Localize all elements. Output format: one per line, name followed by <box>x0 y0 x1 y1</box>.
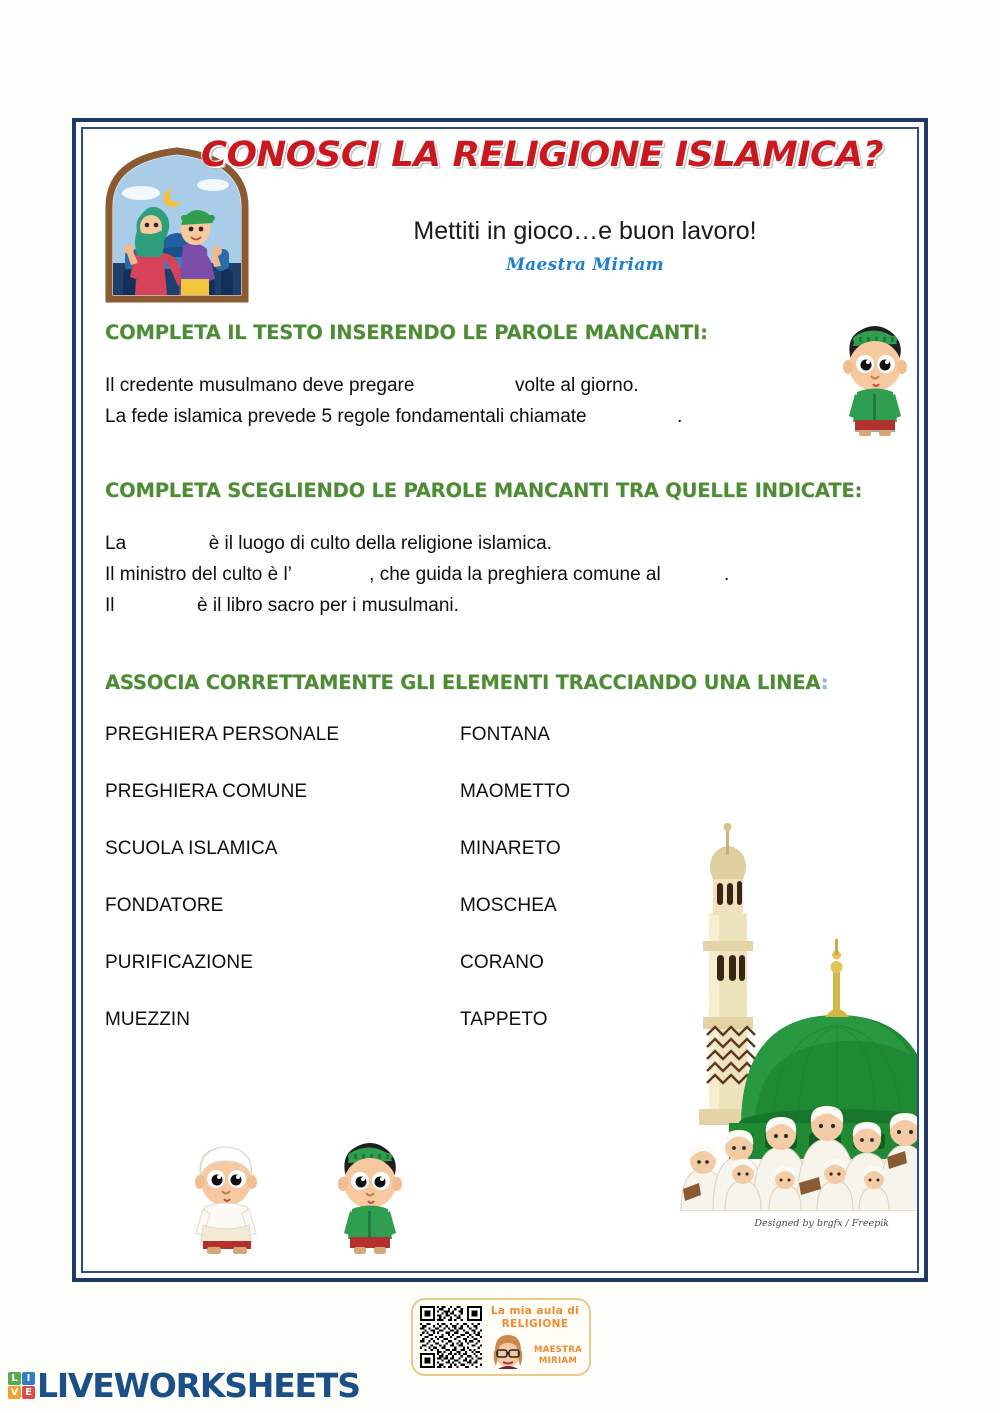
section-complete-text <box>83 319 917 433</box>
avatar <box>490 1331 526 1369</box>
live-tile-i: I <box>22 1372 35 1385</box>
sentence-4 <box>105 560 895 591</box>
page-title: CONOSCI LA RELIGIONE ISLAMICA? <box>200 135 884 175</box>
qr-code-icon[interactable] <box>420 1306 482 1368</box>
live-tile-l: L <box>8 1372 21 1385</box>
qr-card-text <box>488 1305 582 1369</box>
match-left-item[interactable]: SCUOLA ISLAMICA <box>105 837 278 859</box>
section-choose-words <box>83 477 917 622</box>
sentence-4-after: , che guida la preghiera comune al . <box>363 563 730 585</box>
sentence-3-after: è il luogo di culto della religione islamica. <box>203 533 552 555</box>
qr-signature <box>534 1345 582 1367</box>
match-left-item[interactable]: PREGHIERA PERSONALE <box>105 723 340 745</box>
instruction-3-tail: : <box>820 671 829 695</box>
sentence-5-after: è il libro sacro per i musulmani. <box>191 594 459 616</box>
section-2-sentences <box>105 529 895 621</box>
qr-promo-card[interactable] <box>411 1298 591 1376</box>
live-tile-v: V <box>8 1386 21 1399</box>
subtitle: Mettiti in gioco…e buon lavoro! <box>413 217 757 245</box>
section-1-sentences <box>105 371 895 433</box>
sentence-2-after: . <box>671 406 683 428</box>
match-left-item[interactable]: PURIFICAZIONE <box>105 951 254 973</box>
sentence-1-after: volte al giorno. <box>509 375 639 397</box>
match-right-item[interactable]: CORANO <box>460 951 544 973</box>
match-right-item[interactable]: MAOMETTO <box>460 780 571 802</box>
match-left-item[interactable]: MUEZZIN <box>105 1008 191 1030</box>
sentence-3 <box>105 529 895 560</box>
sentence-4-before: Il ministro del culto è l’ <box>105 563 292 585</box>
worksheet-header <box>83 129 917 319</box>
sentence-2 <box>105 402 895 433</box>
sentence-5-before: Il <box>105 594 120 616</box>
qr-line-2: RELIGIONE <box>501 1318 569 1331</box>
qr-signature-line-2: MIRIAM <box>538 1355 578 1366</box>
sentence-5 <box>105 591 895 622</box>
match-right-item[interactable]: TAPPETO <box>460 1008 548 1030</box>
instruction-3 <box>105 669 895 697</box>
instruction-1: COMPLETA IL TESTO INSERENDO LE PAROLE MANCANTI: <box>105 321 708 344</box>
qr-signature-line-1: MAESTRA <box>534 1344 582 1355</box>
sentence-1 <box>105 371 895 402</box>
author-signature: Maestra Miriam <box>506 255 664 275</box>
worksheet-page <box>81 127 919 1273</box>
qr-line-1: La mia aula di <box>490 1305 580 1317</box>
muslim-boy-green-shirt-icon <box>831 314 919 444</box>
live-tiles-icon <box>8 1372 35 1399</box>
sentence-2-before: La fede islamica prevede 5 regole fondamentali chiamate <box>105 406 592 428</box>
match-left-item[interactable]: PREGHIERA COMUNE <box>105 780 308 802</box>
liveworksheets-logo[interactable] <box>8 1366 360 1405</box>
match-right-item[interactable]: MINARETO <box>460 837 561 859</box>
match-right-item[interactable]: FONTANA <box>460 723 551 745</box>
instruction-2: COMPLETA SCEGLIENDO LE PAROLE MANCANTI TRA QUELLE INDICATE: <box>105 478 863 502</box>
image-credit: Designed by brgfx / Freepik <box>754 1218 889 1229</box>
instruction-3-text: ASSOCIA CORRETTAMENTE GLI ELEMENTI TRACCIANDO UNA LINEA <box>105 671 821 695</box>
live-tile-e: E <box>22 1386 35 1399</box>
liveworksheets-wordmark: LIVEWORKSHEETS <box>37 1366 360 1405</box>
sentence-1-before: Il credente musulmano deve pregare <box>105 375 420 397</box>
match-left-item[interactable]: FONDATORE <box>105 894 224 916</box>
green-dome-mosque-with-congregation-icon <box>673 821 919 1216</box>
match-right-item[interactable]: MOSCHEA <box>460 894 557 916</box>
match-row <box>105 724 895 781</box>
worksheet-frame <box>72 118 928 1282</box>
child-in-white-robe-icon <box>181 1129 271 1264</box>
sentence-3-before: La <box>105 533 132 555</box>
child-in-green-shirt-icon <box>326 1133 416 1264</box>
